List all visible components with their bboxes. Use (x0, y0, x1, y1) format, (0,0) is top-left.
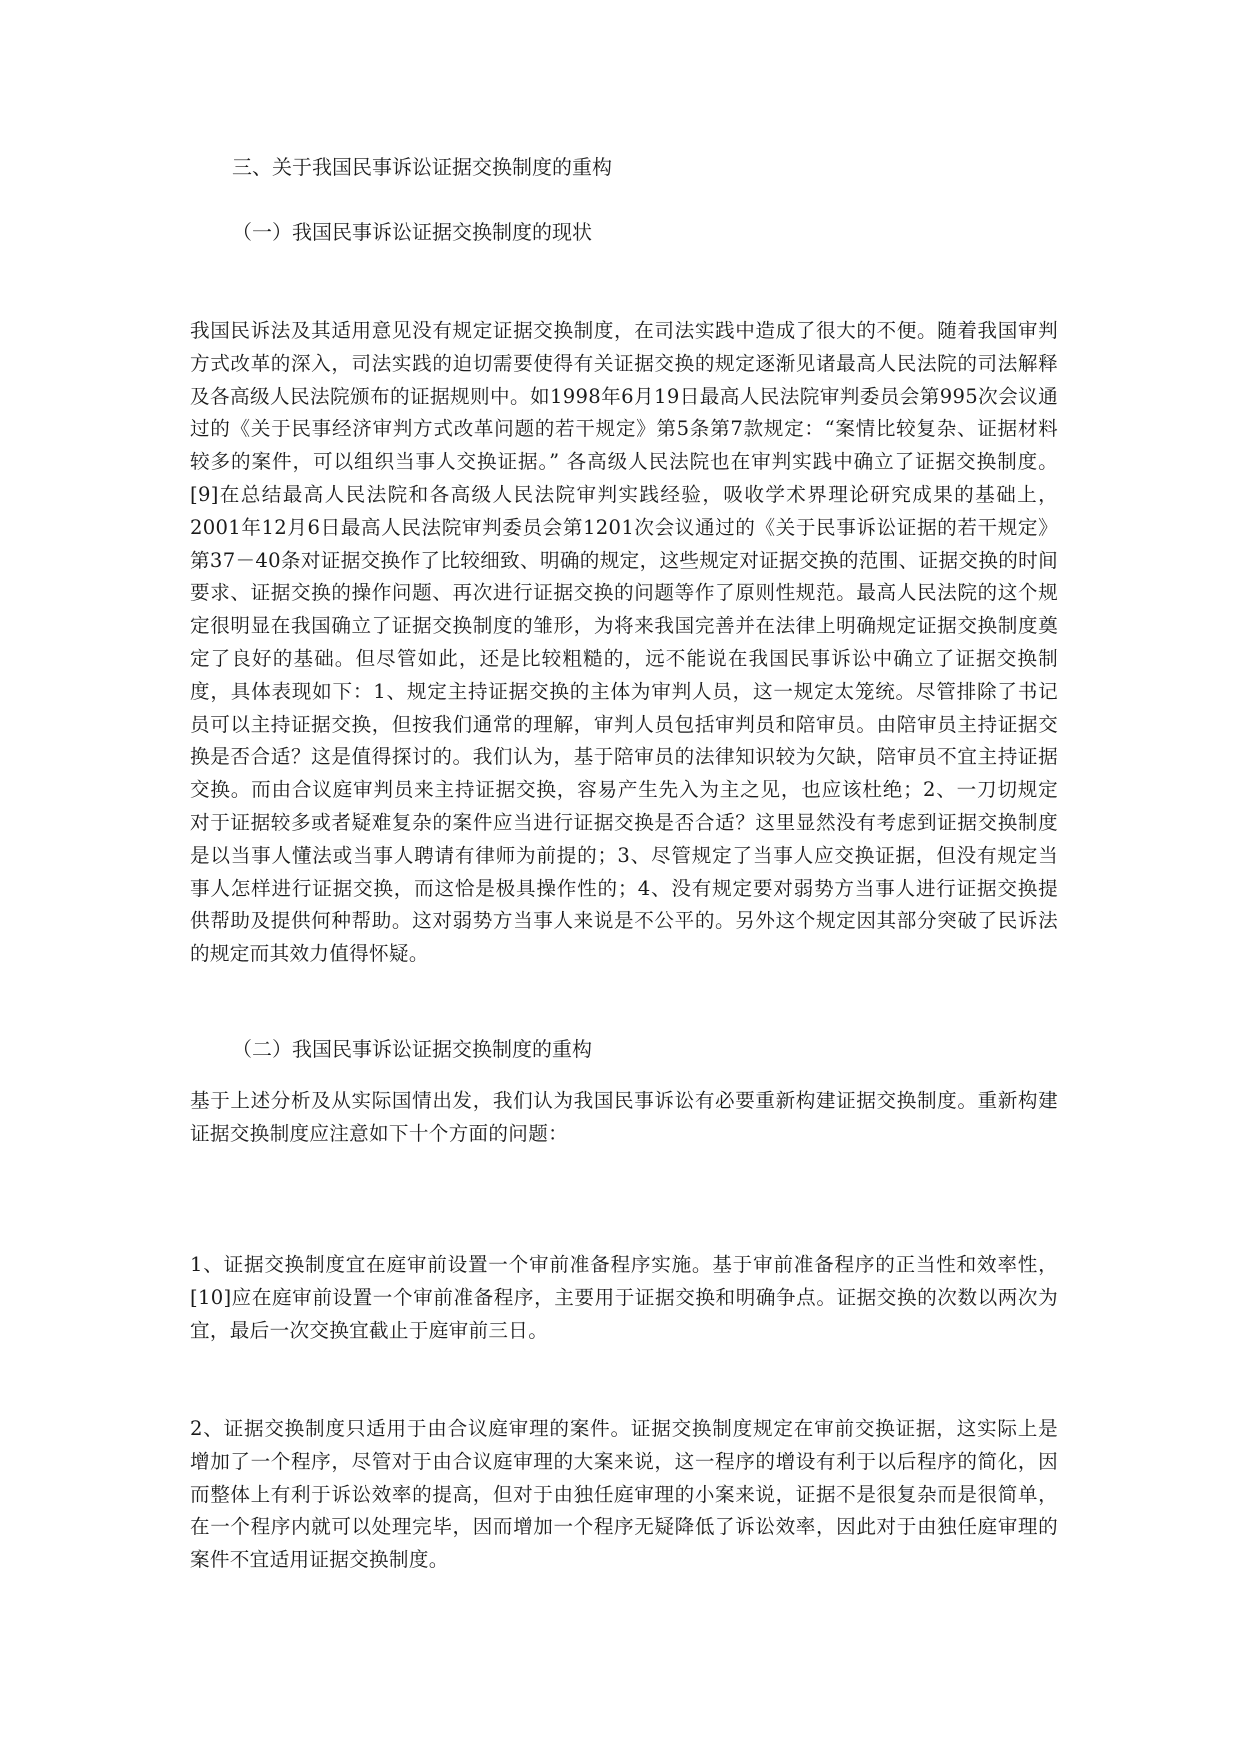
subsection-heading-reconstruction: （二）我国民事诉讼证据交换制度的重构 (232, 1037, 592, 1061)
section-heading: 三、关于我国民事诉讼证据交换制度的重构 (232, 155, 612, 179)
paragraph-intro: 基于上述分析及从实际国情出发，我们认为我国民事诉讼有必要重新构建证据交换制度。重新构建证据交换制度应注意如下十个方面的问题： (190, 1089, 1058, 1145)
subsection-heading-status: （一）我国民事诉讼证据交换制度的现状 (232, 220, 592, 244)
paragraph-status: 我国民诉法及其适用意见没有规定证据交换制度，在司法实践中造成了很大的不便。随着我国审判方式改革的深入，司法实践的迫切需要使得有关证据交换的规定逐渐见诸最高人民法院的司法解释及各高级人民法院颁布的证据规则中。如1998年6月19日最高人民法院审判委员会第995次会议通过的《关于民事经济审判方式改革问题的若干规定》第5条第7款规定：“案情比较复杂、证据材料较多的案件，可以组织当事人交换证据。” 各高级人民法院也在审判实践中确立了证据交换制度。[9]在总结最高人民法院和各高级人民法院审判实践经验，吸收学术界理论研究成果的基础上，2001年12月6日最高人民法院审判委员会第1201次会议通过的《关于民事诉讼证据的若干规定》第37－40条对证据交换作了比较细致、明确的规定，这些规定对证据交换的范围、证据交换的时间要求、证据交换的操作问题、再次进行证据交换的问题等作了原则性规范。最高人民法院的这个规定很明显在我国确立了证据交换制度的雏形，为将来我国完善并在法律上明确规定证据交换制度奠定了良好的基础。但尽管如此，还是比较粗糙的，远不能说在我国民事诉讼中确立了证据交换制度，具体表现如下：1、规定主持证据交换的主体为审判人员，这一规定太笼统。尽管排除了书记员可以主持证据交换，但按我们通常的理解，审判人员包括审判员和陪审员。由陪审员主持证据交换是否合适？这是值得探讨的。我们认为，基于陪审员的法律知识较为欠缺，陪审员不宜主持证据交换。而由合议庭审判员来主持证据交换，容易产生先入为主之见，也应该杜绝；2、一刀切规定对于证据较多或者疑难复杂的案件应当进行证据交换是否合适？这里显然没有考虑到证据交换制度是以当事人懂法或当事人聘请有律师为前提的；3、尽管规定了当事人应交换证据，但没有规定当事人怎样进行证据交换，而这恰是极具操作性的；4、没有规定要对弱势方当事人进行证据交换提供帮助及提供何种帮助。这对弱势方当事人来说是不公平的。另外这个规定因其部分突破了民诉法的规定而其效力值得怀疑。 (190, 319, 1058, 966)
paragraph-item-1: 1、证据交换制度宜在庭审前设置一个审前准备程序实施。基于审前准备程序的正当性和效率性，[10]应在庭审前设置一个审前准备程序，主要用于证据交换和明确争点。证据交换的次数以两次为宜，最后一次交换宜截止于庭审前三日。 (190, 1253, 1058, 1342)
paragraph-item-2: 2、证据交换制度只适用于由合议庭审理的案件。证据交换制度规定在审前交换证据，这实际上是增加了一个程序，尽管对于由合议庭审理的大案来说，这一程序的增设有利于以后程序的简化，因而整体上有利于诉讼效率的提高，但对于由独任庭审理的小案来说，证据不是很复杂而是很简单，在一个程序内就可以处理完毕，因而增加一个程序无疑降低了诉讼效率，因此对于由独任庭审理的案件不宜适用证据交换制度。 (190, 1417, 1058, 1572)
